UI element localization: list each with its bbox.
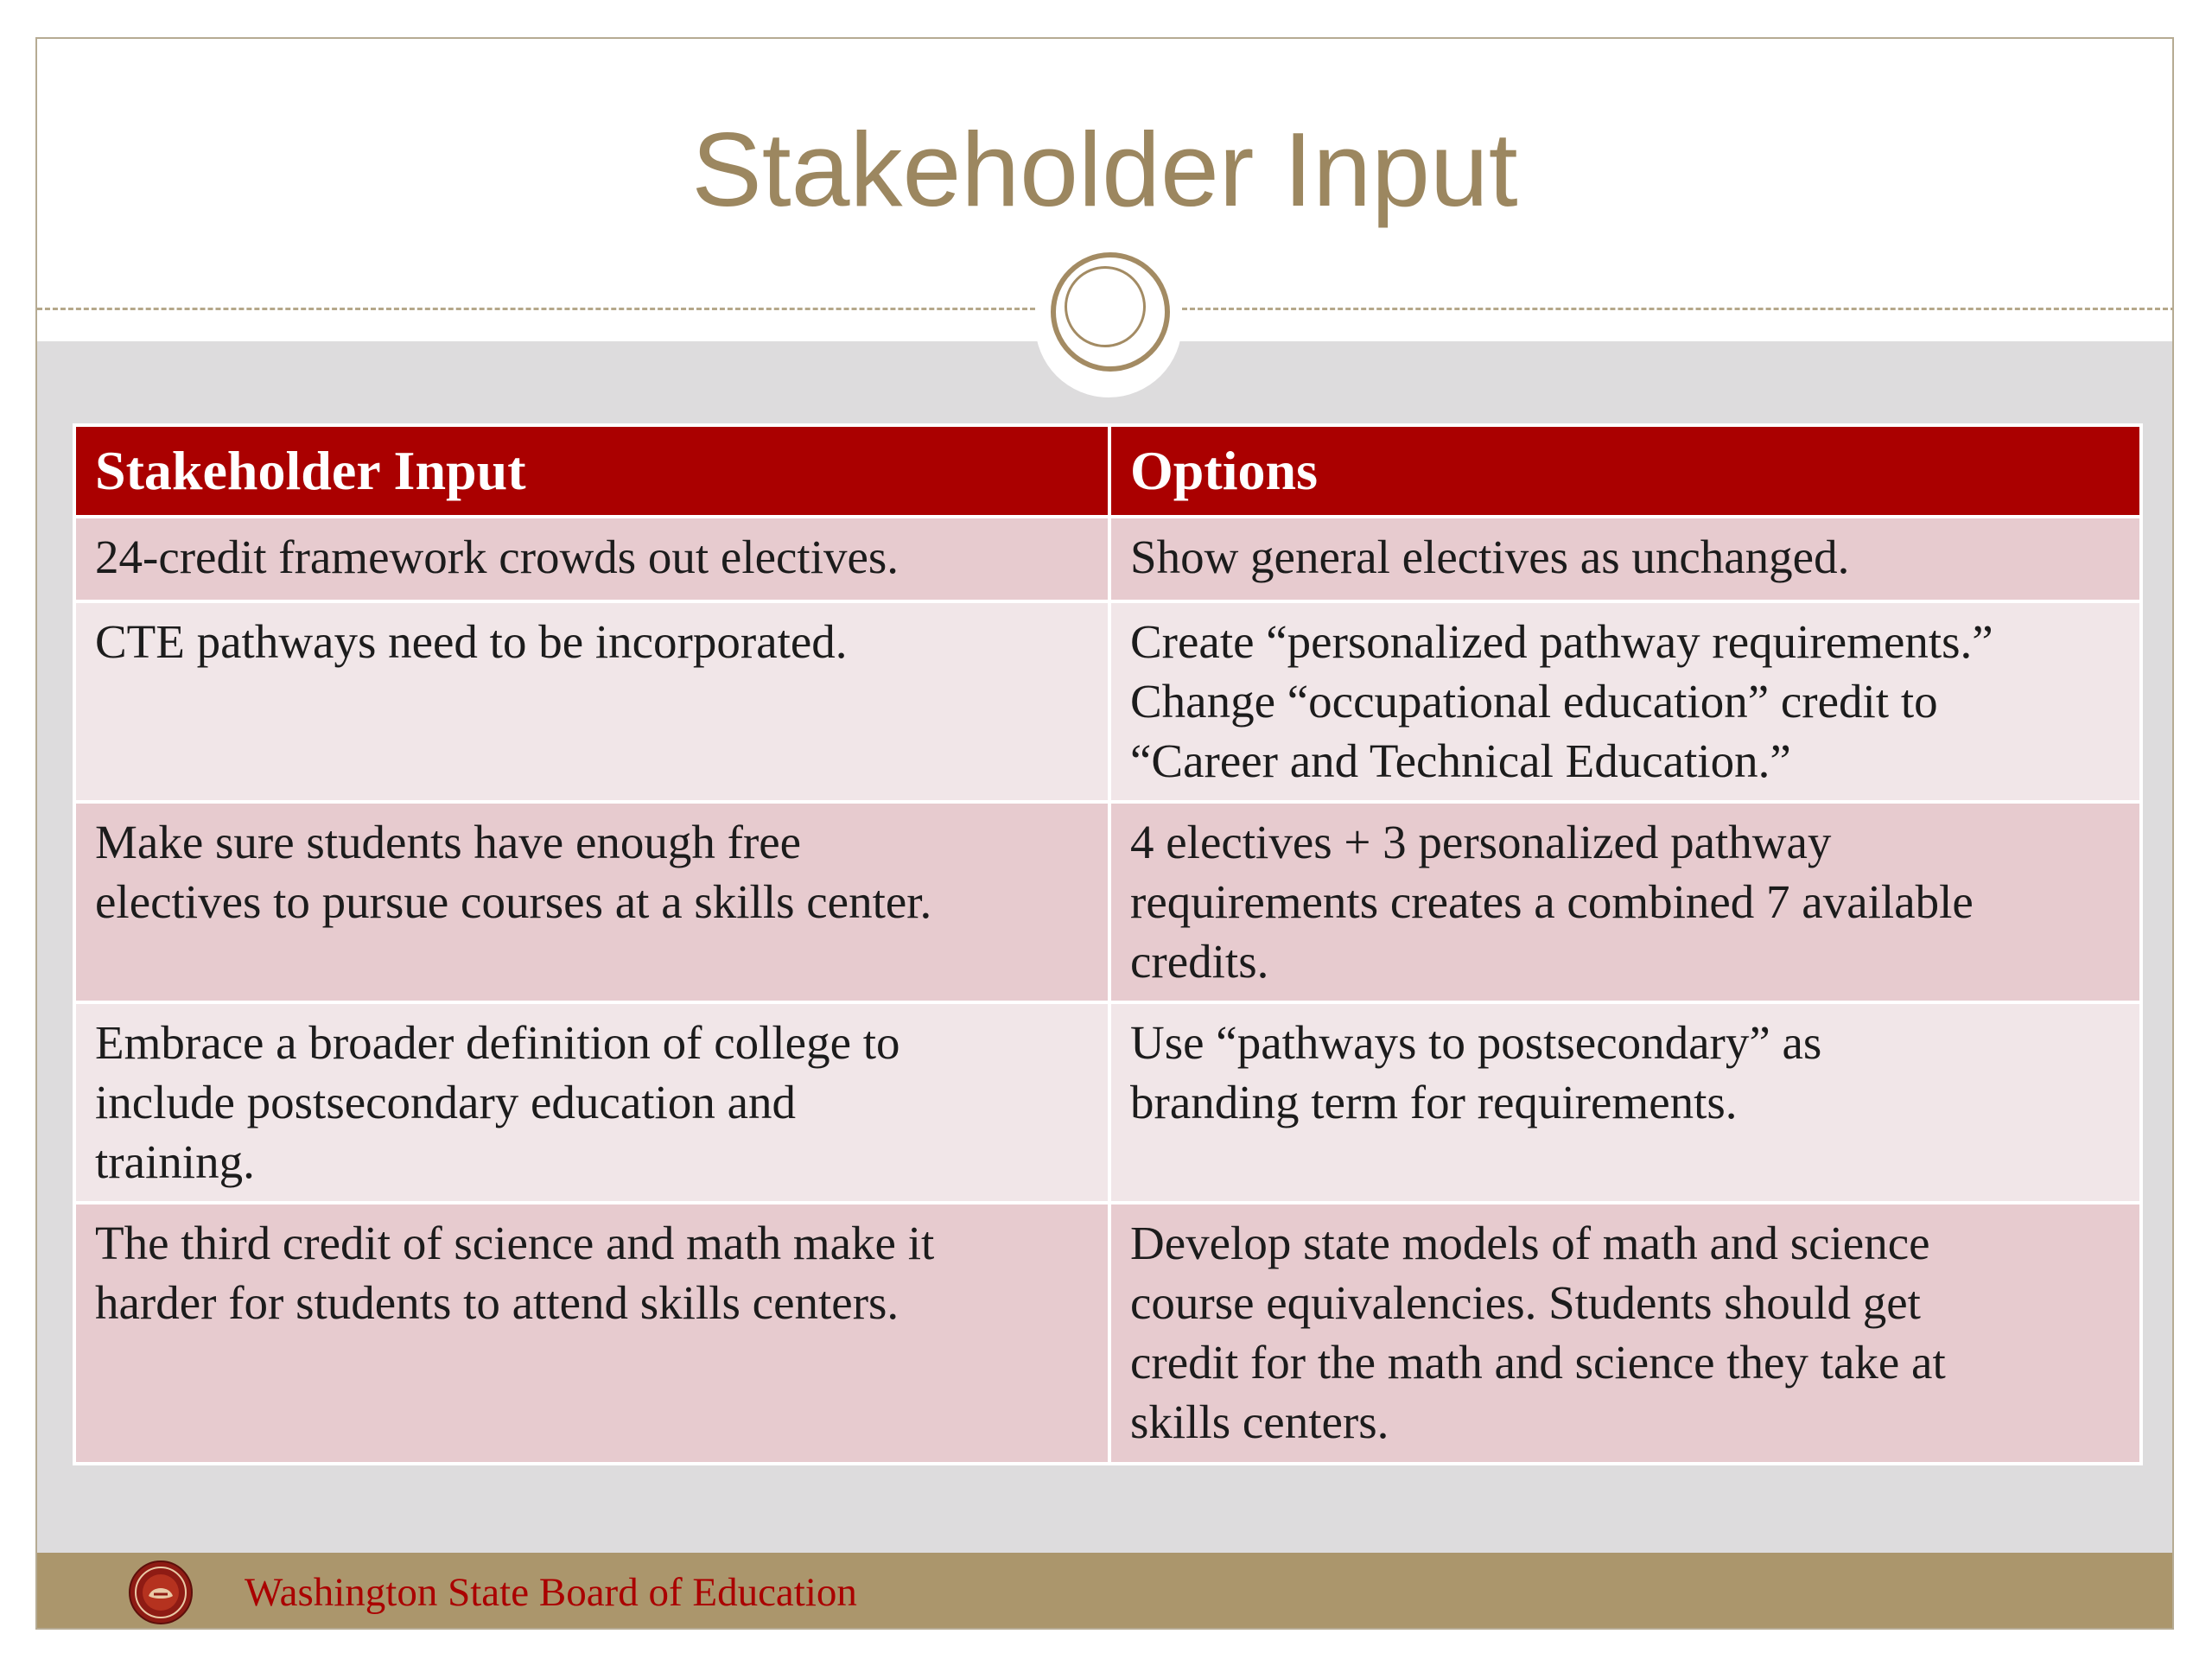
- table-row: [74, 1203, 2141, 1464]
- stakeholder-table: [73, 423, 2143, 1465]
- cell-text: electives to pursue courses at a skills center.: [95, 875, 932, 928]
- title-divider-left: [37, 308, 1035, 310]
- cell-text: Show general electives as unchanged.: [1130, 531, 1850, 583]
- cell-text: Embrace a broader definition of college to: [95, 1016, 900, 1069]
- input-cell: [74, 1002, 1109, 1203]
- footer-organization: Washington State Board of Education: [245, 1570, 857, 1615]
- input-cell: [74, 601, 1109, 802]
- column-header-options: Options: [1109, 425, 2141, 517]
- cell-text: 24-credit framework crowds out electives.: [95, 531, 899, 583]
- table-row: [74, 517, 2141, 601]
- input-cell: [74, 517, 1109, 601]
- footer-bar: [37, 1553, 2172, 1630]
- cell-text: requirements creates a combined 7 available: [1130, 875, 1974, 928]
- options-cell: [1109, 1002, 2141, 1203]
- options-cell: [1109, 1203, 2141, 1464]
- cell-text: Use “pathways to postsecondary” as: [1130, 1016, 1822, 1069]
- cell-text: training.: [95, 1135, 255, 1188]
- cell-text: skills centers.: [1130, 1395, 1389, 1448]
- cell-text: include postsecondary education and: [95, 1076, 796, 1128]
- title-divider-right: [1182, 308, 2174, 310]
- cell-text: Make sure students have enough free: [95, 816, 802, 868]
- table-row: [74, 802, 2141, 1002]
- slide-title: Stakeholder Input: [691, 111, 1518, 228]
- cell-text: Create “personalized pathway requirements.”: [1130, 615, 1993, 668]
- cell-text: credits.: [1130, 935, 1269, 988]
- cell-text: Change “occupational education” credit to: [1130, 675, 1938, 728]
- input-cell: [74, 1203, 1109, 1464]
- table-row: [74, 1002, 2141, 1203]
- cell-text: The third credit of science and math make it: [95, 1217, 935, 1269]
- cell-text: CTE pathways need to be incorporated.: [95, 615, 848, 668]
- options-cell: [1109, 601, 2141, 802]
- cell-text: harder for students to attend skills centers.: [95, 1276, 899, 1329]
- column-header-stakeholder-input: Stakeholder Input: [74, 425, 1109, 517]
- cell-text: credit for the math and science they take at: [1130, 1336, 1946, 1389]
- cell-text: “Career and Technical Education.”: [1130, 734, 1791, 787]
- slide: [35, 37, 2174, 1630]
- cell-text: 4 electives + 3 personalized pathway: [1130, 816, 1832, 868]
- table-row: [74, 601, 2141, 802]
- state-seal-icon: [128, 1560, 194, 1625]
- cell-text: course equivalencies. Students should get: [1130, 1276, 1921, 1329]
- options-cell: [1109, 517, 2141, 601]
- divider-ring-inner: [1065, 266, 1146, 347]
- input-cell: [74, 802, 1109, 1002]
- cell-text: Develop state models of math and science: [1130, 1217, 1930, 1269]
- cell-text: branding term for requirements.: [1130, 1076, 1738, 1128]
- options-cell: [1109, 802, 2141, 1002]
- table-header-row: [74, 425, 2141, 517]
